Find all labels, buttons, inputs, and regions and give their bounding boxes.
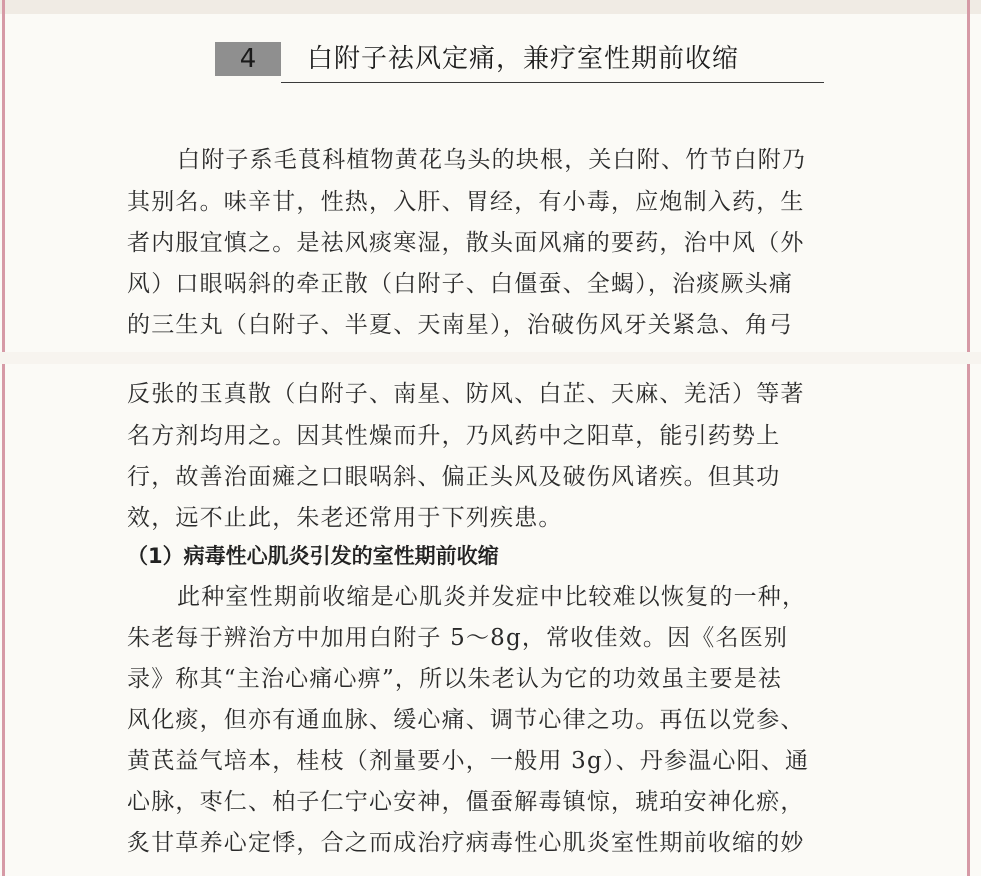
paragraph-line: 朱老每于辨治方中加用白附子 5～8g，常收佳效。因《名医别 bbox=[127, 625, 789, 651]
section-header bbox=[215, 42, 825, 92]
paragraph-line: 白附子系毛茛科植物黄花乌头的块根，关白附、竹节白附乃 bbox=[177, 147, 807, 173]
page-top-edge bbox=[0, 0, 981, 14]
paragraph-line: 反张的玉真散（白附子、南星、防风、白芷、天麻、羌活）等著 bbox=[127, 381, 805, 407]
section-title: 白附子祛风定痛，兼疗室性期前收缩 bbox=[307, 44, 740, 74]
section-number-badge: 4 bbox=[215, 42, 281, 76]
paragraph-line: 行，故善治面瘫之口眼㖞斜、偏正头风及破伤风诸疾。但其功 bbox=[127, 464, 781, 490]
paragraph-line: 效，远不止此，朱老还常用于下列疾患。 bbox=[127, 505, 563, 531]
paragraph-line: 录》称其“主治心痛心痹”，所以朱老认为它的功效虽主要是祛 bbox=[127, 666, 783, 692]
paragraph-line: 者内服宜慎之。是祛风痰寒湿，散头面风痛的要药，治中风（外 bbox=[127, 230, 805, 256]
paragraph-line: 的三生丸（白附子、半夏、天南星），治破伤风牙关紧急、角弓 bbox=[127, 312, 794, 338]
paragraph-line: 风）口眼㖞斜的牵正散（白附子、白僵蚕、全蝎），治痰厥头痛 bbox=[127, 271, 794, 297]
paragraph-line: 此种室性期前收缩是心肌炎并发症中比较难以恢复的一种， bbox=[177, 584, 807, 610]
page-border-left bbox=[2, 0, 5, 876]
paragraph-line: 黄芪益气培本，桂枝（剂量要小，一般用 3g）、丹参温心阳、通 bbox=[127, 748, 810, 774]
page-border-right bbox=[967, 0, 970, 876]
paragraph-line: 炙甘草养心定悸，合之而成治疗病毒性心肌炎室性期前收缩的妙 bbox=[127, 830, 805, 856]
paragraph-line: 其别名。味辛甘，性热，入肝、胃经，有小毒，应炮制入药，生 bbox=[127, 189, 805, 215]
subsection-heading: （1）病毒性心肌炎引发的室性期前收缩 bbox=[127, 544, 499, 568]
scan-gap bbox=[0, 352, 981, 364]
paragraph-line: 风化痰，但亦有通血脉、缓心痛、调节心律之功。再伍以党参、 bbox=[127, 707, 805, 733]
header-underline bbox=[281, 82, 824, 83]
paragraph-line: 名方剂均用之。因其性燥而升，乃风药中之阳草，能引药势上 bbox=[127, 423, 781, 449]
paragraph-line: 心脉，枣仁、柏子仁宁心安神，僵蚕解毒镇惊，琥珀安神化瘀， bbox=[127, 789, 805, 815]
